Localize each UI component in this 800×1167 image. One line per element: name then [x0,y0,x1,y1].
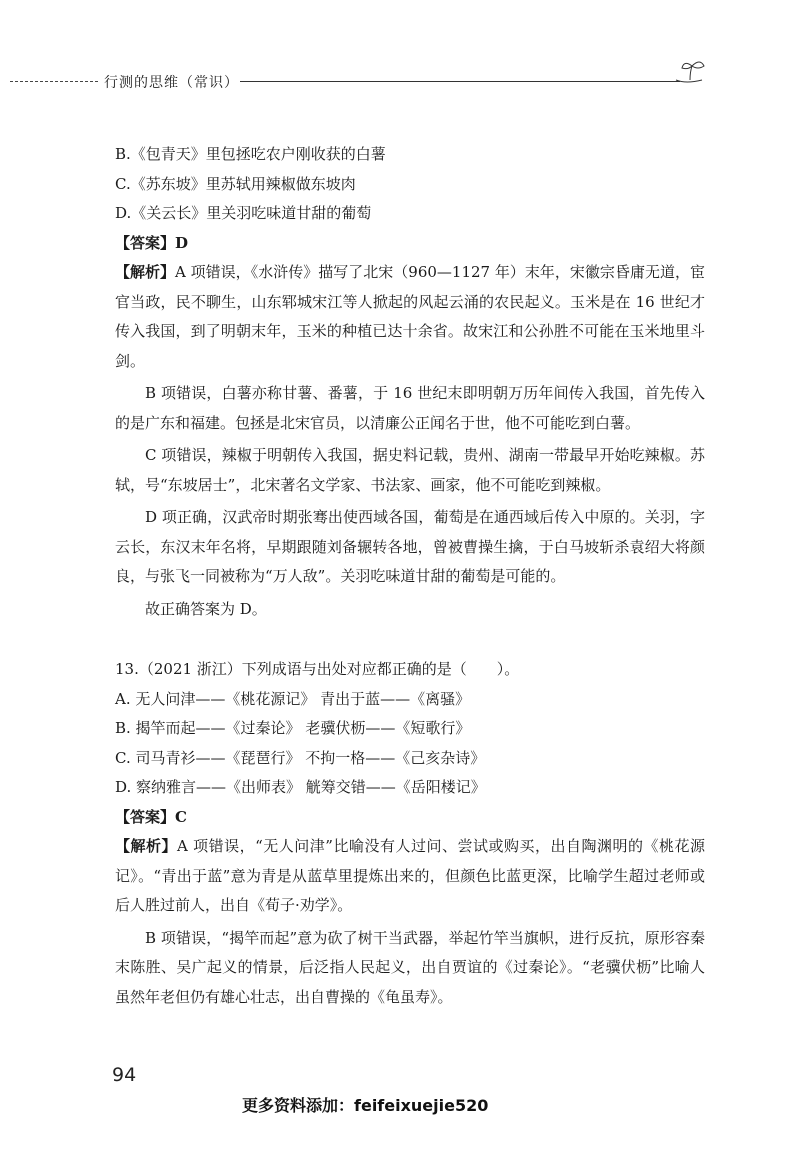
q13-option-a: A. 无人问津——《桃花源记》 青出于蓝——《离骚》 [115,689,471,708]
analysis-paragraph-d: D 项正确，汉武帝时期张骞出使西域各国，葡萄是在通西域后传入中原的。关羽，字云长，东汉末年名将，早期跟随刘备辗转各地，曾被曹操生擒，于白马坡斩杀袁绍大将颜良，与张飞一同被称为“万人敌”。关羽吃味道甘甜的葡萄是可能的。 [115,508,705,585]
q13-analysis-a-text: A 项错误，“无人问津”比喻没有人过问、尝试或购买，出自陶渊明的《桃花源记》。“青出于蓝”意为青是从蓝草里提炼出来的，但颜色比蓝更深，比喻学生超过老师或后人胜过前人，出自《荀子·劝学》。 [115,837,705,914]
analysis-a-text: A 项错误，《水浒传》描写了北宋（960—1127 年）末年，宋徽宗昏庸无道，宦官当政，民不聊生，山东郓城宋江等人掀起的风起云涌的农民起义。玉米是在 16 世纪才传入我国，到了明朝末年，玉米的种植已达十余省。故宋江和公孙胜不可能在玉米地里斗剑。 [115,263,705,370]
header-title: 行测的思维（常识） [104,75,239,91]
footer-note: 更多资料添加：feifeixuejie520 [242,1096,489,1115]
q13-analysis-paragraph-b: B 项错误，“揭竿而起”意为砍了树干当武器，举起竹竿当旗帜，进行反抗，原形容秦末陈胜、吴广起义的情景，后泛指人民起义，出自贾谊的《过秦论》。“老骥伏枥”比喻人虽然年老但仍有雄心壮志，出自曹操的《龟虽寿》。 [115,928,705,1006]
running-header [0,64,800,94]
q13-analysis-paragraph-a [115,832,705,921]
option-c: C.《苏东坡》里苏轼用辣椒做东坡肉 [115,174,356,193]
header-dashed-rule [10,81,98,82]
sprout-icon [672,58,712,88]
q13-option-d: D. 察纳雅言——《出师表》 觥筹交错——《岳阳楼记》 [115,778,486,796]
header-rule [240,81,680,82]
analysis-label: 【解析】 [115,263,176,281]
analysis-paragraph-b: B 项错误，白薯亦称甘薯、番薯，于 16 世纪末即明朝万历年间传入我国，首先传入的是广东和福建。包拯是北宋官员，以清廉公正闻名于世，他不可能吃到白薯。 [115,384,705,432]
analysis-paragraph-a [115,258,705,376]
option-d: D.《关云长》里关羽吃味道甘甜的葡萄 [115,204,372,222]
page-content [115,140,705,1015]
q13-answer-label: 【答案】C [115,807,187,826]
conclusion: 故正确答案为 D。 [145,599,267,618]
page-number: 94 [112,1064,137,1086]
spacer [115,627,705,655]
q13-option-b: B. 揭竿而起——《过秦论》 老骥伏枥——《短歌行》 [115,719,471,737]
answer-label: 【答案】D [115,233,189,252]
option-b: B.《包青天》里包拯吃农户刚收获的白薯 [115,145,386,163]
q13-analysis-label: 【解析】 [115,837,178,855]
question-13-stem: 13.（2021 浙江）下列成语与出处对应都正确的是（ ）。 [115,660,520,678]
analysis-paragraph-c: C 项错误，辣椒于明朝传入我国，据史料记载，贵州、湖南一带最早开始吃辣椒。苏轼，号“东坡居士”，北宋著名文学家、书法家、画家，他不可能吃到辣椒。 [115,446,705,494]
q13-option-c: C. 司马青衫——《琵琶行》 不拘一格——《己亥杂诗》 [115,748,486,767]
